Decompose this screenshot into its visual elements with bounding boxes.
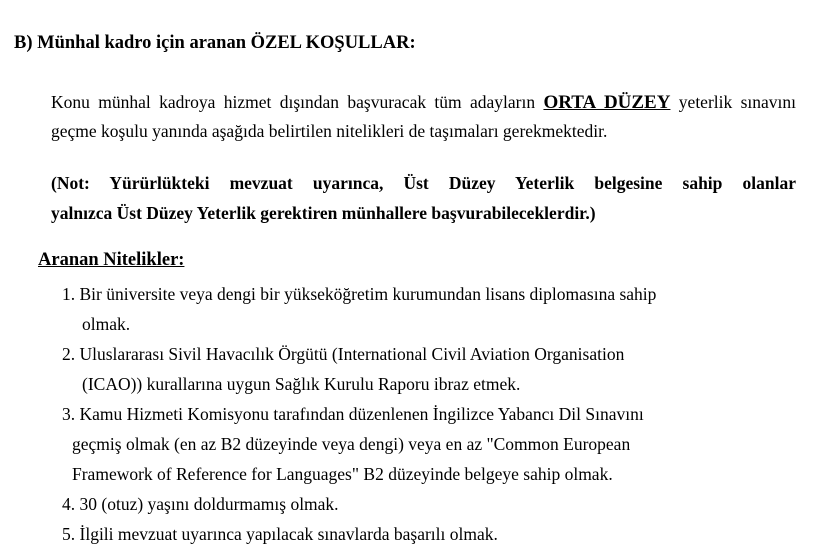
list-item-line: Framework of Reference for Languages" B2 düzeyinde belgeye sahip olmak. <box>72 464 613 484</box>
intro-text-before: Konu münhal kadroya hizmet dışından başvuracak tüm adayların <box>51 92 544 112</box>
list-item-line: (ICAO)) kurallarına uygun Sağlık Kurulu Raporu ibraz etmek. <box>82 374 521 394</box>
requirements-title: Aranan Nitelikler: <box>38 250 185 270</box>
note-line-2: yalnızca Üst Düzey Yeterlik gerektiren münhallere başvurabileceklerdir.) <box>51 203 596 223</box>
list-item <box>62 489 762 519</box>
section-heading: B) Münhal kadro için aranan ÖZEL KOŞULLAR: <box>14 33 416 53</box>
list-item <box>62 279 762 339</box>
list-item-line: 2. Uluslararası Sivil Havacılık Örgütü (International Civil Aviation Organisation <box>62 344 625 364</box>
list-item-line: 1. Bir üniversite veya dengi bir yükseköğretim kurumundan lisans diplomasına sahip <box>62 284 657 304</box>
list-item-line: olmak. <box>82 314 131 334</box>
note-paragraph <box>51 168 796 228</box>
note-line-1: (Not: Yürürlükteki mevzuat uyarınca, Üst Düzey Yeterlik belgesine sahip olanlar <box>51 173 796 193</box>
list-item-line: 3. Kamu Hizmeti Komisyonu tarafından düzenlenen İngilizce Yabancı Dil Sınavını <box>62 404 644 424</box>
list-item <box>62 519 762 549</box>
requirements-list <box>62 279 762 549</box>
list-item <box>62 339 762 399</box>
list-item-line: 5. İlgili mevzuat uyarınca yapılacak sınavlarda başarılı olmak. <box>62 524 498 544</box>
list-item-line: geçmiş olmak (en az B2 düzeyinde veya dengi) veya en az "Common European <box>72 434 631 454</box>
list-item <box>62 399 762 489</box>
intro-paragraph <box>51 88 796 145</box>
list-item-line: 4. 30 (otuz) yaşını doldurmamış olmak. <box>62 494 339 514</box>
level-emphasis: ORTA DÜZEY <box>543 92 671 113</box>
intro-text-after: yeterlik sınavını geçme koşulu yanında aşağıda belirtilen nitelikleri de taşımaları gerekmektedir. <box>51 92 797 141</box>
